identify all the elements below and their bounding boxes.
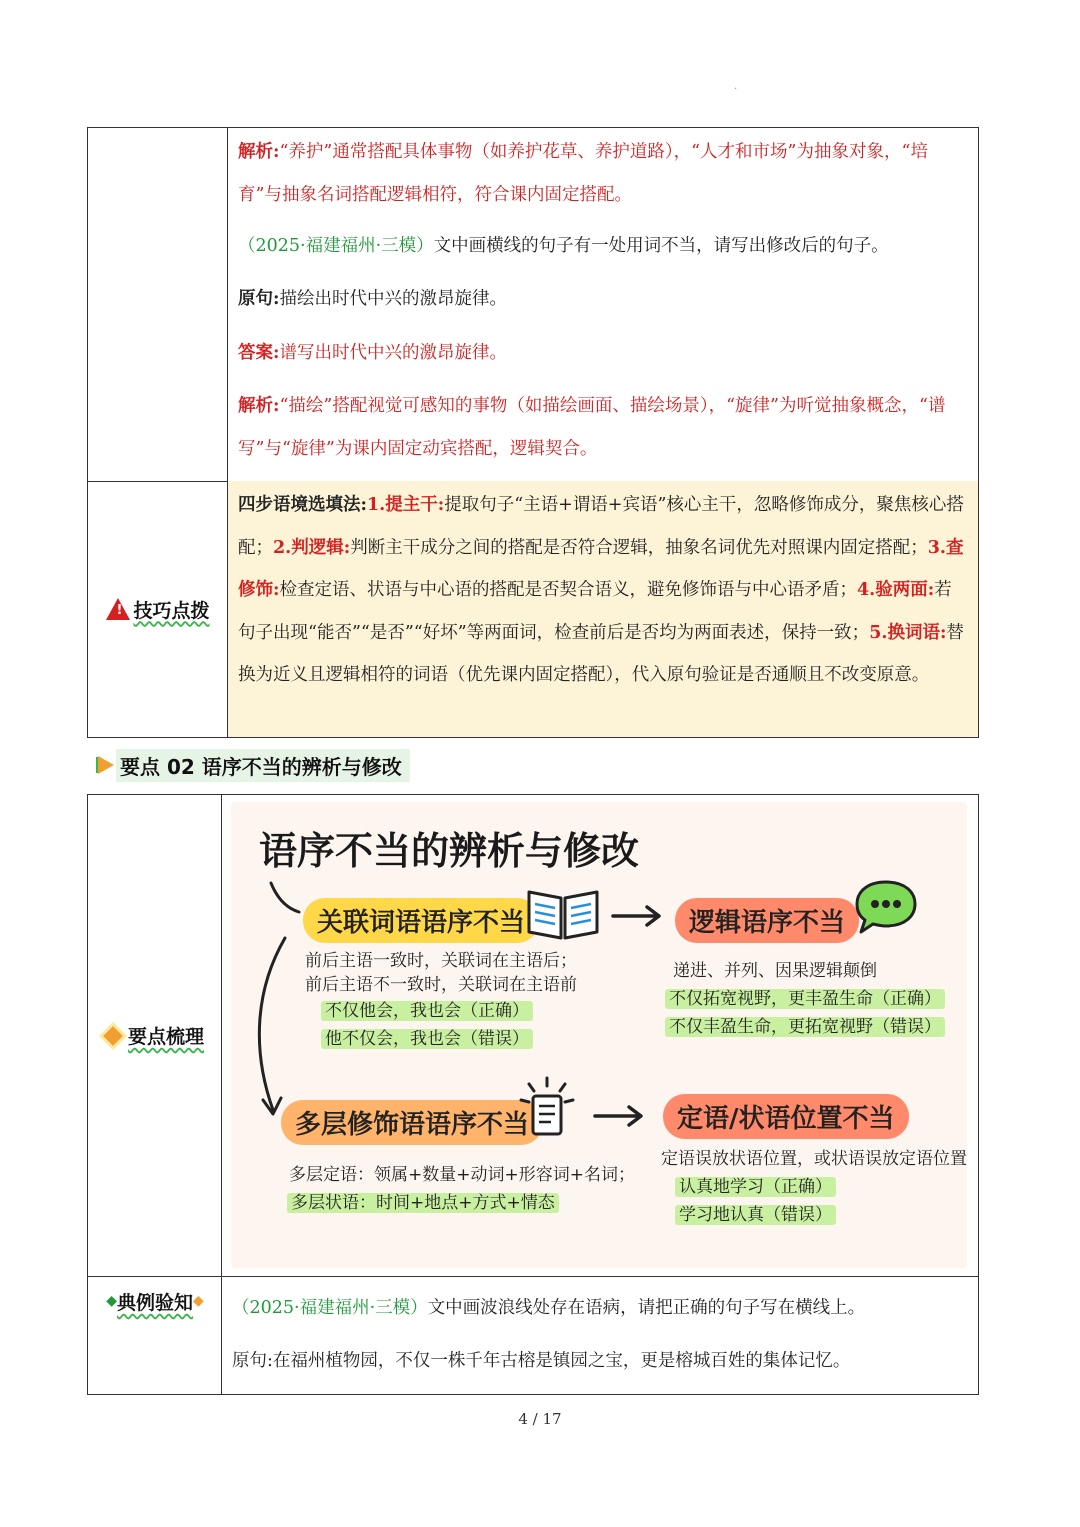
info-title: 语序不当的辨析与修改 [259, 829, 640, 873]
right-arrow-icon-2 [593, 1104, 645, 1128]
block1-example2-text: 他不仅会，我也会（错误） [321, 1029, 533, 1049]
open-book-icon [523, 882, 603, 942]
example-original-text: 在福州植物园，不仅一株千年古榕是镇园之宝，更是榕城百姓的集体记忆。 [272, 1351, 851, 1371]
tip-label-cell [88, 481, 228, 737]
original-text: 描绘出时代中兴的激昂旋律。 [279, 289, 507, 309]
block2-title: 逻辑语序不当 [675, 898, 859, 943]
top-dot: · [734, 84, 738, 95]
block2-line1: 递进、并列、因果逻辑颠倒 [673, 961, 877, 981]
analysis-label-2: 解析: [238, 396, 280, 416]
table-1 [87, 127, 979, 738]
block3-line1: 多层定语：领属+数量+动词+形容词+名词； [289, 1165, 635, 1185]
tip-label: 技巧点拨 [133, 599, 210, 622]
answer-label: 答案: [238, 343, 280, 363]
step1-text: 提取句子“主语+谓语+宾语”核心主干，忽略修饰成分，聚焦核心搭配； [238, 495, 964, 558]
question-line [238, 225, 966, 268]
example-question [232, 1287, 966, 1330]
block1-example2 [321, 1024, 533, 1049]
example-content [222, 1276, 978, 1394]
block2-example1 [665, 984, 945, 1009]
diamond-left-icon: ◆ [106, 1293, 117, 1309]
diamond-right-icon: ◆ [193, 1293, 204, 1309]
warning-icon: ! [106, 598, 130, 620]
block1-line1: 前后主语一致时，关联词在主语后； [305, 951, 577, 971]
tip-content [228, 481, 978, 737]
question-source: （2025·福建福州·三模） [238, 236, 434, 256]
step3-text: 检查定语、状语与中心语的搭配是否契合语义，避免修饰语与中心语矛盾； [279, 580, 857, 600]
block3-line2-text: 多层状语：时间+地点+方式+情态 [287, 1193, 559, 1213]
block1-title: 关联词语语序不当 [303, 898, 539, 943]
block4-example1 [675, 1172, 836, 1197]
block2-example2 [665, 1012, 945, 1037]
block3-line2 [287, 1188, 559, 1213]
original-label: 原句: [238, 289, 280, 309]
block4-example2-text: 学习地认真（错误） [675, 1205, 836, 1225]
step2-title: 2.判逻辑: [273, 537, 351, 558]
tip-paragraph [238, 484, 966, 697]
example-question-text: 文中画波浪线处存在语病，请把正确的句子写在横线上。 [427, 1298, 866, 1318]
table-1-row1-content [228, 128, 978, 481]
block1-line2: 前后主语不一致时，关联词在主语前 [305, 975, 577, 995]
keypoint-label-cell [88, 795, 222, 1276]
tip-intro: 四步语境选填法: [238, 495, 367, 515]
example-original [232, 1340, 966, 1383]
original-sentence [238, 278, 966, 321]
step5-title: 5.换词语: [869, 622, 947, 643]
block4-example1-text: 认真地学习（正确） [675, 1177, 836, 1197]
example-label-cell [88, 1276, 222, 1406]
play-arrow-icon [98, 756, 114, 774]
example-label: 典例验知 [116, 1292, 193, 1314]
block3-title: 多层修饰语语序不当 [281, 1100, 543, 1145]
step1-title: 1.提主干: [366, 495, 445, 515]
analysis-text: “养护”通常搭配具体事物（如养护花草、养护道路），“人才和市场”为抽象对象，“培育”与抽象名词搭配逻辑相符，符合课内固定搭配。 [238, 142, 928, 205]
block1-example1 [321, 996, 533, 1021]
block1-example1-text: 不仅他会，我也会（正确） [321, 1001, 533, 1021]
diamond-icon [103, 1026, 123, 1046]
answer-line [238, 332, 966, 375]
example-original-label: 原句: [232, 1351, 273, 1371]
step5-text: 替换为近义且逻辑相符的词语（优先课内固定搭配），代入原句验证是否通顺且不改变原意。 [238, 622, 964, 685]
section-header [98, 746, 410, 784]
right-arrow-icon [611, 904, 663, 928]
analysis-label: 解析: [238, 142, 280, 162]
block4-example2 [675, 1200, 836, 1225]
step3-title: 3.查修饰: [238, 537, 964, 600]
section-title: 要点 02 语序不当的辨析与修改 [116, 749, 410, 782]
block4-title: 定语/状语位置不当 [663, 1094, 909, 1139]
keypoint-label: 要点梳理 [127, 1026, 204, 1048]
idea-note-icon [517, 1074, 577, 1140]
block2-example2-text: 不仅丰盈生命，更拓宽视野（错误） [665, 1017, 945, 1037]
answer-text: 谱写出时代中兴的激昂旋律。 [279, 343, 507, 363]
question-text: 文中画横线的句子有一处用词不当，请写出修改后的句子。 [433, 236, 889, 256]
page-number: 4 / 17 [518, 1410, 562, 1428]
curved-arrow-icon [241, 878, 311, 1128]
block2-example1-text: 不仅拓宽视野，更丰盈生命（正确） [665, 989, 945, 1009]
step4-text: 若句子出现“能否”“是否”“好坏”等两面词，检查前后是否均为两面表述，保持一致； [238, 580, 952, 643]
example-source: （2025·福建福州·三模） [232, 1298, 428, 1318]
step2-text: 判断主干成分之间的搭配是否符合逻辑，抽象名词优先对照课内固定搭配； [350, 537, 928, 558]
analysis-text-2: “描绘”搭配视觉可感知的事物（如描绘画面、描绘场景），“旋律”为听觉抽象概念，“谱写”与“旋律”为课内固定动宾搭配，逻辑契合。 [238, 396, 946, 459]
block4-line1: 定语误放状语位置，或状语误放定语位置 [661, 1149, 967, 1169]
analysis-paragraph-2 [238, 385, 966, 470]
analysis-paragraph-1 [238, 131, 966, 216]
infographic [231, 802, 967, 1268]
step4-title: 4.验两面: [856, 580, 935, 600]
speech-bubble-icon [853, 876, 919, 938]
